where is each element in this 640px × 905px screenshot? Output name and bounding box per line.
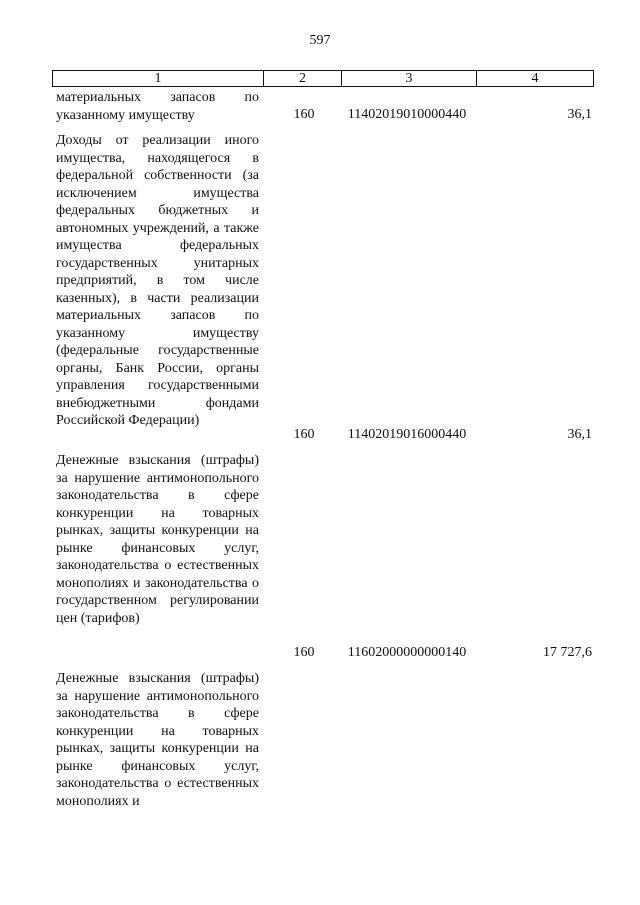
table-row-kbk: 11602000000000140 <box>347 645 467 660</box>
table-row-code: 160 <box>293 427 315 442</box>
header-col-3: 3 <box>342 71 477 86</box>
table-row-description: Доходы от реализации иного имущества, находящегося в федеральной собственности (за исключением имущества федеральных бюджетных и автономных учреждений, а также имущества федеральных государственных унитарных предприятий, в том числе казенных), в части реализации материальных запасов по указанному имуществу (федеральные государственные органы, Банк России, органы управления государственными внебюджетными фондами Российской Федерации) <box>56 133 259 428</box>
table-row-code: 160 <box>293 645 315 660</box>
table-row-sum: 36,1 <box>567 107 592 122</box>
page-number: 597 <box>309 33 331 48</box>
table-row-description: Денежные взыскания (штрафы) за нарушение антимонопольного законодательства в сфере конкуренции на товарных рынках, защиты конкуренции на рынке финансовых услуг, законодательства о естественных монополиях и законодательства о государственном регулировании цен (тарифов) <box>56 453 259 626</box>
table-row-kbk: 11402019010000440 <box>347 107 467 122</box>
table-row-sum: 36,1 <box>567 427 592 442</box>
table-row-description: Денежные взыскания (штрафы) за нарушение антимонопольного законодательства в сфере конкуренции на товарных рынках, защиты конкуренции на рынке финансовых услуг, законодательства о естественных монополиях и <box>56 671 259 809</box>
header-col-2: 2 <box>264 71 342 86</box>
table-header <box>52 70 594 87</box>
table-row-sum: 17 727,6 <box>543 645 592 660</box>
table-row-code: 160 <box>293 107 315 122</box>
table-row-description: материальных запасов по указанному имуществу <box>56 90 259 123</box>
header-col-1: 1 <box>53 71 264 86</box>
table-row-kbk: 11402019016000440 <box>347 427 467 442</box>
header-col-4: 4 <box>531 71 539 86</box>
